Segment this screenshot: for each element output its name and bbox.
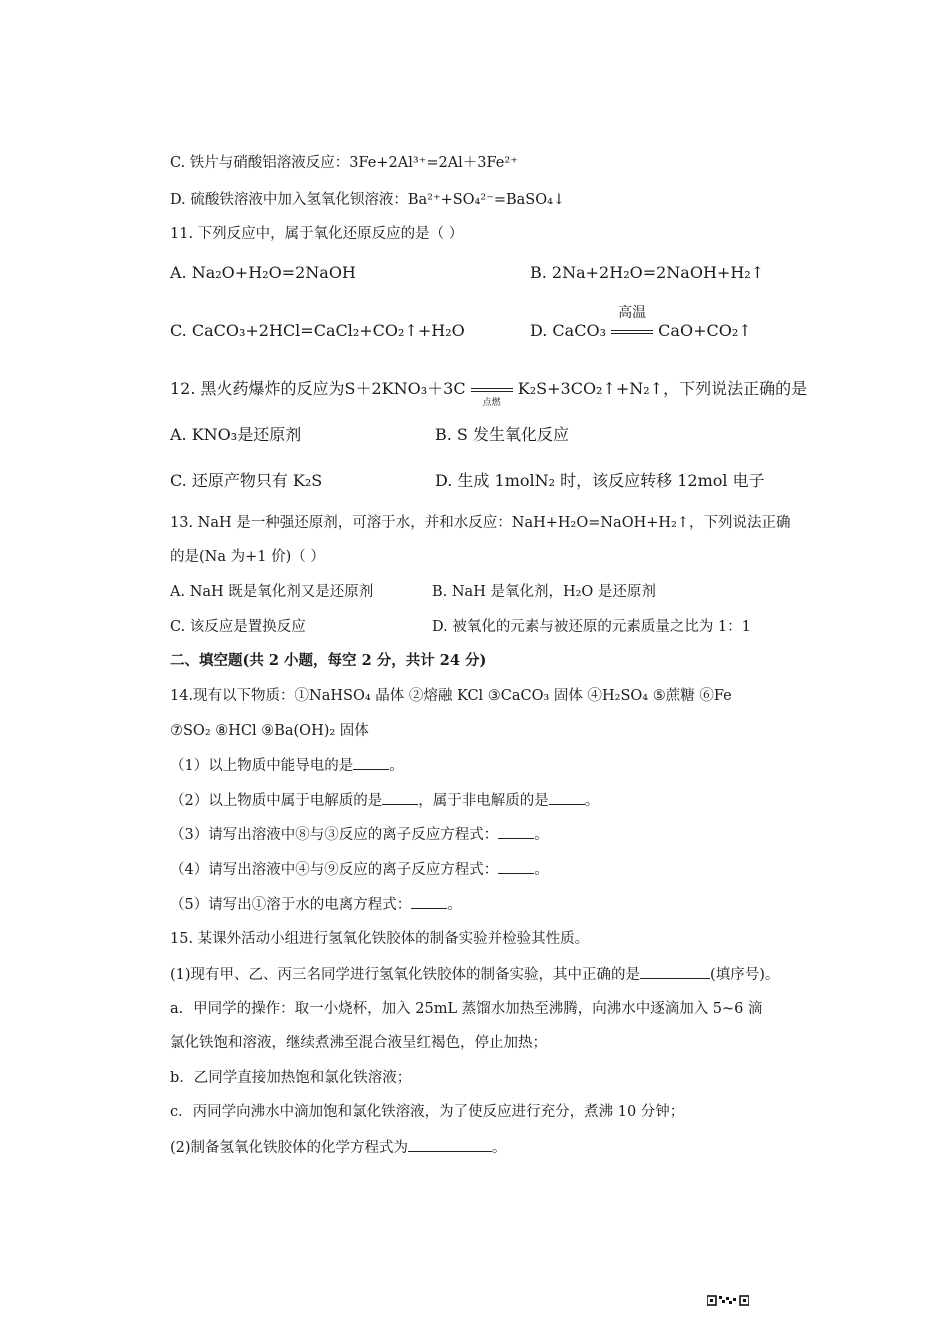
- q14-part5: [170, 894, 462, 915]
- q14-part1-text: （1）以上物质中能导电的是: [170, 758, 354, 774]
- q12-reactants: 12. 黑火药爆炸的反应为S＋2KNO₃＋3C: [170, 379, 466, 398]
- q14-part4-text: （4）请写出溶液中④与⑨反应的离子反应方程式：: [170, 862, 499, 878]
- q11-option-c: C. CaCO₃+2HCl=CaCl₂+CO₂↑+H₂O: [170, 321, 465, 340]
- q12-option-d: D. 生成 1molN₂ 时，该反应转移 12mol 电子: [435, 471, 765, 490]
- q10-option-c: C. 铁片与硝酸铝溶液反应：3Fe+2Al³⁺=2Al＋3Fe²⁺: [170, 155, 518, 171]
- q15-option-a-line2: 氯化铁饱和溶液，继续煮沸至混合液呈红褐色，停止加热；: [170, 1035, 547, 1051]
- q14-part2-text: （2）以上物质中属于电解质的是: [170, 793, 383, 809]
- q13-stem-line1: 13. NaH 是一种强还原剂，可溶于水，并和水反应：NaH+H₂O=NaOH+H₂↑，下列说法正确: [170, 515, 791, 531]
- q15-option-a-line1: a．甲同学的操作：取一小烧杯，加入 25mL 蒸馏水加热至沸腾，向沸水中逐滴加入 5~6 滴: [170, 1001, 763, 1017]
- q15-part2-text: (2)制备氢氧化铁胶体的化学方程式为: [170, 1140, 409, 1156]
- answer-blank[interactable]: [382, 790, 418, 805]
- q11d-reactant: D. CaCO₃: [530, 321, 606, 340]
- condition-label: 高温: [618, 305, 647, 321]
- q14-stem-line1: 14.现有以下物质：①NaHSO₄ 晶体 ②熔融 KCl ③CaCO₃ 固体 ④H₂SO₄ ⑤蔗糖 ⑥Fe: [170, 688, 732, 704]
- q11-option-d: [530, 305, 752, 341]
- q12-option-a: A. KNO₃是还原剂: [170, 425, 302, 444]
- q15-option-b: b．乙同学直接加热饱和氯化铁溶液；: [170, 1070, 412, 1086]
- section-2-heading: 二、填空题(共 2 小题，每空 2 分，共计 24 分): [170, 652, 487, 669]
- q13-option-d: D. 被氧化的元素与被还原的元素质量之比为 1：1: [432, 619, 751, 635]
- q10-option-d: D. 硫酸铁溶液中加入氢氧化钡溶液：Ba²⁺+SO₄²⁻=BaSO₄↓: [170, 192, 566, 208]
- q14-part3-text: （3）请写出溶液中⑧与③反应的离子反应方程式：: [170, 827, 499, 843]
- answer-blank[interactable]: [353, 755, 389, 770]
- q12-option-c: C. 还原产物只有 K₂S: [170, 471, 323, 490]
- q14-part5-text: （5）请写出①溶于水的电离方程式：: [170, 897, 412, 913]
- period: 。: [534, 827, 549, 843]
- q15-part1: [170, 964, 779, 985]
- q14-part3: [170, 824, 549, 845]
- answer-blank[interactable]: [498, 859, 534, 874]
- q11-option-b: B. 2Na+2H₂O=2NaOH+H₂↑: [530, 263, 765, 282]
- answer-blank[interactable]: [411, 894, 447, 909]
- period: 。: [534, 862, 549, 878]
- q14-part1: [170, 755, 404, 776]
- reaction-condition: [611, 305, 653, 341]
- q14-part2-text-b: ，属于非电解质的是: [418, 793, 549, 809]
- period: 。: [447, 897, 462, 913]
- q14-part4: [170, 859, 549, 880]
- q15-part2: [170, 1137, 507, 1158]
- q12-option-b: B. S 发生氧化反应: [435, 425, 569, 444]
- q15-stem: 15. 某课外活动小组进行氢氧化铁胶体的制备实验并检验其性质。: [170, 931, 590, 947]
- answer-blank[interactable]: [408, 1137, 492, 1152]
- condition-label: 点燃: [482, 398, 501, 408]
- q12-stem: [170, 379, 808, 408]
- q13-option-c: C. 该反应是置换反应: [170, 619, 306, 635]
- watermark-qr-icon: [707, 1295, 749, 1307]
- q11-option-a: A. Na₂O+H₂O=2NaOH: [170, 263, 356, 282]
- q15-part1-text: (1)现有甲、乙、丙三名同学进行氢氧化铁胶体的制备实验，其中正确的是: [170, 967, 641, 983]
- q14-part2: [170, 790, 599, 811]
- q13-option-b: B. NaH 是氧化剂，H₂O 是还原剂: [432, 584, 656, 600]
- period: 。: [389, 758, 404, 774]
- q11d-products: CaO+CO₂↑: [658, 321, 752, 340]
- reaction-condition: [471, 379, 513, 408]
- q15-part1-suffix: (填序号)。: [710, 967, 780, 983]
- period: 。: [492, 1140, 507, 1156]
- answer-blank[interactable]: [498, 824, 534, 839]
- answer-blank[interactable]: [640, 964, 710, 979]
- q12-products: K₂S+3CO₂↑+N₂↑，下列说法正确的是: [517, 379, 808, 398]
- q13-stem-line2: 的是(Na 为+1 价)（ ）: [170, 549, 325, 565]
- answer-blank[interactable]: [549, 790, 585, 805]
- q13-option-a: A. NaH 既是氧化剂又是还原剂: [170, 584, 374, 600]
- q15-option-c: c．丙同学向沸水中滴加饱和氯化铁溶液，为了使反应进行充分，煮沸 10 分钟；: [170, 1104, 685, 1120]
- q11-stem: 11. 下列反应中，属于氧化还原反应的是（ ）: [170, 226, 464, 242]
- period: 。: [584, 793, 600, 809]
- q14-stem-line2: ⑦SO₂ ⑧HCl ⑨Ba(OH)₂ 固体: [170, 723, 369, 739]
